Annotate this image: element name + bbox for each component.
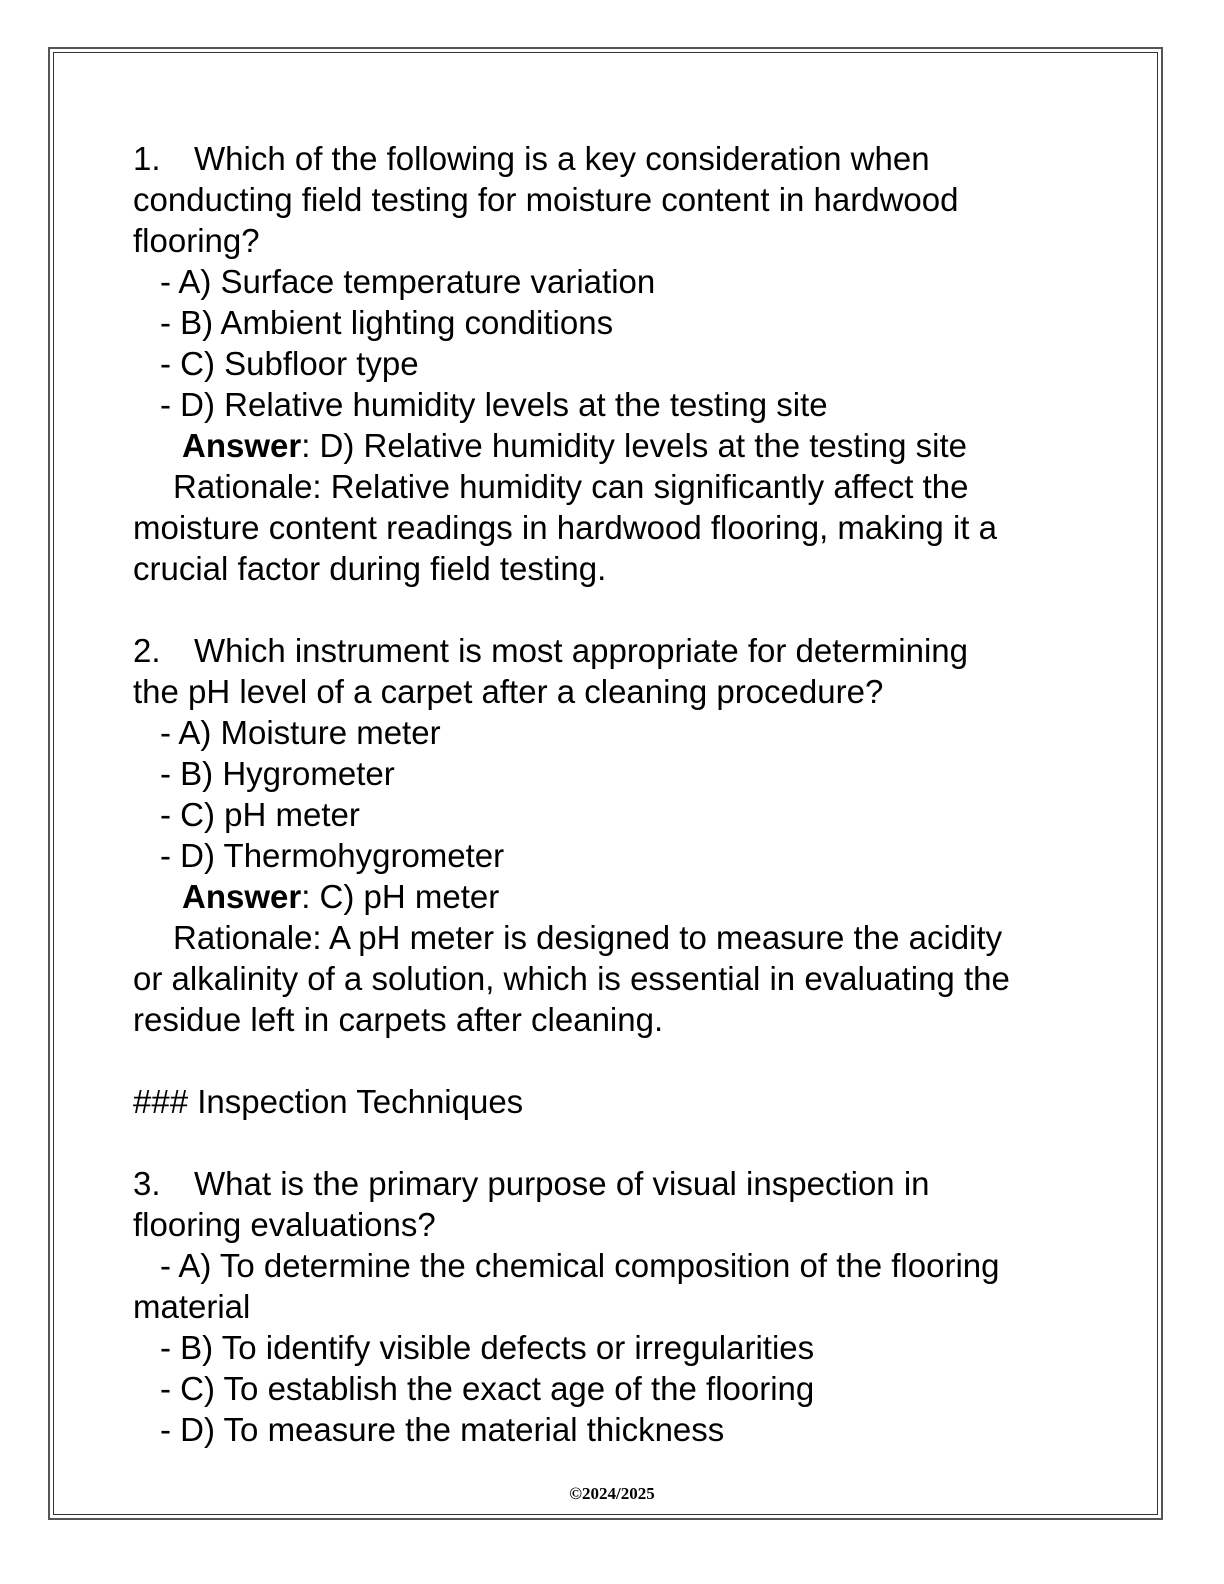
question-3-number: 3. xyxy=(133,1165,161,1202)
question-2-text-1: Which instrument is most appropriate for determining xyxy=(194,632,968,669)
spacer xyxy=(133,1040,1133,1081)
question-3-line-2: flooring evaluations? xyxy=(133,1206,436,1243)
question-3-option-a-line-1: - A) To determine the chemical composition of the flooring xyxy=(160,1247,1000,1284)
question-3-text-1: What is the primary purpose of visual inspection in xyxy=(194,1165,930,1202)
question-2-line-2: the pH level of a carpet after a cleaning procedure? xyxy=(133,673,884,710)
question-1-line-3: flooring? xyxy=(133,222,260,259)
question-1-line-1 xyxy=(133,138,1133,179)
question-2-option-b: - B) Hygrometer xyxy=(160,755,395,792)
question-1-option-d: - D) Relative humidity levels at the testing site xyxy=(160,386,828,423)
question-2 xyxy=(133,630,1133,1040)
question-1-rationale-3: crucial factor during field testing. xyxy=(133,550,607,587)
question-1-option-b: - B) Ambient lighting conditions xyxy=(160,304,614,341)
question-1-number: 1. xyxy=(133,140,161,177)
question-2-number: 2. xyxy=(133,632,161,669)
question-3-option-c: - C) To establish the exact age of the flooring xyxy=(160,1370,815,1407)
question-2-option-d: - D) Thermohygrometer xyxy=(160,837,505,874)
document-body xyxy=(133,138,1133,1450)
question-2-option-c: - C) pH meter xyxy=(160,796,360,833)
question-3 xyxy=(133,1163,1133,1450)
question-1-option-a: - A) Surface temperature variation xyxy=(160,263,656,300)
question-1-rationale-1: Rationale: Relative humidity can significantly affect the xyxy=(173,468,969,505)
question-1-option-c: - C) Subfloor type xyxy=(160,345,419,382)
question-1 xyxy=(133,138,1133,589)
question-2-rationale-1: Rationale: A pH meter is designed to measure the acidity xyxy=(173,919,1003,956)
copyright-footer: ©2024/2025 xyxy=(569,1484,655,1503)
question-2-option-a: - A) Moisture meter xyxy=(160,714,441,751)
spacer xyxy=(133,1122,1133,1163)
question-2-line-1 xyxy=(133,630,1133,671)
question-1-answer-text: : D) Relative humidity levels at the testing site xyxy=(301,427,968,464)
section-heading: ### Inspection Techniques xyxy=(133,1083,524,1120)
question-2-answer-label: Answer xyxy=(182,878,302,915)
question-1-line-2: conducting field testing for moisture content in hardwood xyxy=(133,181,959,218)
question-3-option-b: - B) To identify visible defects or irregularities xyxy=(160,1329,815,1366)
question-3-option-a-line-2: material xyxy=(133,1288,251,1325)
question-1-answer xyxy=(133,425,1133,466)
spacer xyxy=(133,589,1133,630)
question-3-option-d: - D) To measure the material thickness xyxy=(160,1411,725,1448)
question-3-line-1 xyxy=(133,1163,1133,1204)
question-1-answer-label: Answer xyxy=(182,427,302,464)
question-1-rationale-2: moisture content readings in hardwood flooring, making it a xyxy=(133,509,997,546)
question-2-answer-text: : C) pH meter xyxy=(301,878,500,915)
question-2-answer xyxy=(133,876,1133,917)
question-2-rationale-2: or alkalinity of a solution, which is essential in evaluating the xyxy=(133,960,1010,997)
question-1-text-1: Which of the following is a key consideration when xyxy=(194,140,930,177)
question-2-rationale-3: residue left in carpets after cleaning. xyxy=(133,1001,664,1038)
